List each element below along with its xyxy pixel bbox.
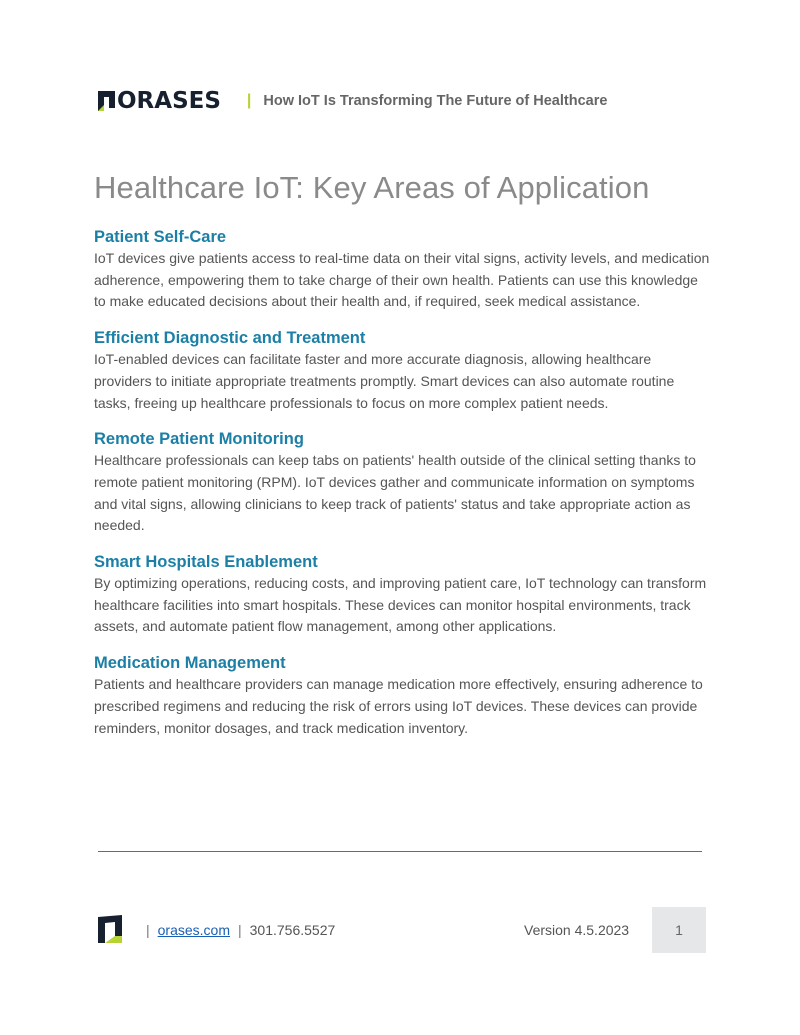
section-remote-monitoring [94,428,710,537]
logo-mark-icon [96,90,116,112]
footer-separator: | [146,922,150,938]
section-body: Patients and healthcare providers can manage medication more effectively, ensuring adherence to prescribed regimens and reducing the risk of errors using IoT devices. These devices can provide reminders, monitor dosages, and track medication inventory. [94,676,703,736]
section-patient-self-care [94,226,710,313]
section-heading: Patient Self-Care [94,228,227,246]
section-heading: Remote Patient Monitoring [94,430,304,449]
phone-number: 301.756.5527 [249,922,336,938]
website-link[interactable]: orases.com [157,922,230,938]
section-smart-hospitals [94,551,710,638]
footer-contact [138,922,335,938]
section-body: IoT-enabled devices can facilitate faster and more accurate diagnosis, allowing healthcare providers to initiate appropriate treatments promptly. Smart devices can also automate routine tasks, freeing up healthcare professionals to focus on more complex patient needs. [94,351,675,411]
orases-logo [96,89,221,113]
header-separator: | [246,92,252,109]
logo-wordmark: ORASES [117,88,221,114]
header-title: How IoT Is Transforming The Future of Healthcare [263,93,608,109]
page-footer [96,914,706,944]
section-body: Healthcare professionals can keep tabs on patients' health outside of the clinical setting thanks to remote patient monitoring (RPM). IoT devices gather and communicate information on symptoms and vital signs, allowing clinicians to keep track of patients' status and take appropriate action as needed. [94,452,696,534]
page-title: Healthcare IoT: Key Areas of Application [94,170,650,205]
sections-list [94,226,710,753]
section-efficient-diagnostic [94,327,710,414]
page-number: 1 [675,922,683,938]
footer-divider [98,851,702,852]
section-body: By optimizing operations, reducing costs, and improving patient care, IoT technology can transform healthcare facilities into smart hospitals. These devices can monitor hospital environments, track assets, and automate patient flow management, among other applications. [94,575,707,635]
page-number-badge [652,907,706,953]
section-heading: Smart Hospitals Enablement [94,553,318,572]
section-heading: Efficient Diagnostic and Treatment [94,329,366,348]
page-header [96,88,607,114]
section-body: IoT devices give patients access to real-time data on their vital signs, activity levels, and medication adherence, empowering them to take charge of their own health. Patients can use this knowledge to make educated decisions about their health and, if required, seek medical assistance. [94,250,710,310]
footer-separator: | [238,922,242,938]
version-label: Version 4.5.2023 [524,922,630,938]
section-heading: Medication Management [94,654,286,673]
orases-mark-icon [96,914,124,944]
section-medication-management [94,652,710,739]
